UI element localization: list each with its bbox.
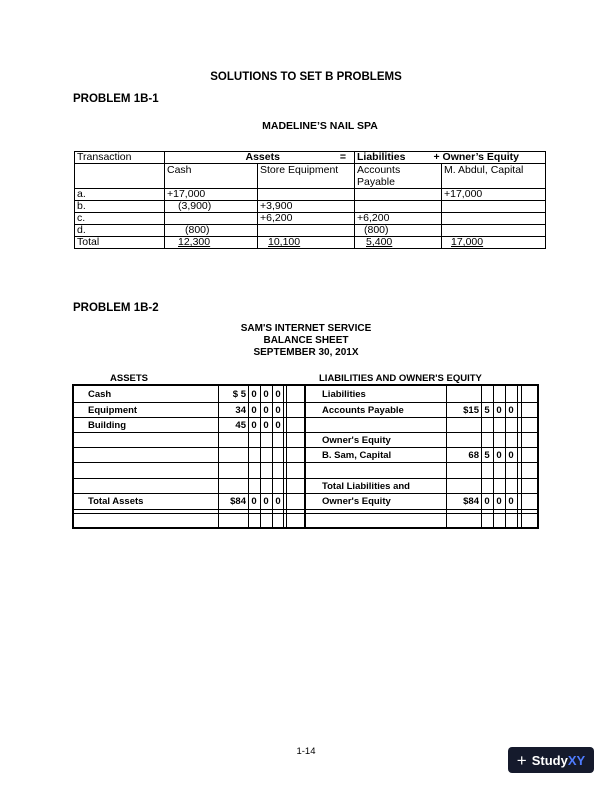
balance-sheet-grid: Cash Equipment Building Total Assets $ 5 34 45 $84 0 0 0 0 0 0 0 0 0 0 0 0 Liabilities Accounts Payable Owner's Equity B. Sam, Capital Total Liabilities and Owner's Equity $15 68 $84 5 0 0 5 0 0 0 0 0: [72, 384, 539, 529]
col-accounts-payable: Accounts Payable: [355, 164, 442, 189]
total-liabilities-equity-amount: $84: [463, 496, 479, 507]
header-assets-cell: [245, 151, 355, 164]
asset-label-equipment: Equipment: [88, 405, 138, 416]
total-label-line2: Owner's Equity: [322, 496, 391, 507]
brand-name: StudyXY: [531, 752, 586, 768]
liability-label-liabilities: Liabilities: [322, 389, 366, 400]
asset-amount-cash: $ 5: [232, 389, 246, 400]
studyxy-logo[interactable]: [508, 747, 594, 773]
table-row: d. (800) (800): [75, 225, 546, 237]
problem-1b-2-heading: PROBLEM 1B-2: [73, 302, 159, 314]
table-total-row: Total 12,300 10,100 5,400 17,000: [75, 237, 546, 249]
column-labels-row: [75, 164, 546, 189]
liabilities-equity-header: LIABILITIES AND OWNER'S EQUITY: [319, 373, 482, 384]
header-liabilities: Liabilities: [355, 152, 442, 164]
asset-amount-building: 45: [235, 420, 246, 431]
col-capital: M. Abdul, Capital: [442, 164, 546, 189]
balance-sheet-title: BALANCE SHEET: [263, 335, 349, 346]
liability-label-accounts-payable: Accounts Payable: [322, 405, 404, 416]
page-number: 1-14: [296, 746, 316, 757]
balance-sheet-company: SAM'S INTERNET SERVICE: [240, 323, 372, 334]
header-transaction: Transaction: [75, 152, 165, 164]
equity-label-capital: B. Sam, Capital: [322, 450, 392, 461]
header-assets: Assets: [245, 151, 280, 163]
balance-sheet-date: SEPTEMBER 30, 201X: [253, 347, 359, 358]
balance-sheet-heading: [0, 323, 612, 359]
asset-label-cash: Cash: [88, 389, 112, 400]
asset-label-total: Total Assets: [88, 496, 144, 507]
asset-label-building: Building: [88, 420, 126, 431]
asset-amount-equipment: 34: [235, 405, 246, 416]
total-payable: 5,400: [366, 236, 393, 248]
table-row: c. +6,200 +6,200: [75, 213, 546, 225]
header-owners-equity: + Owner’s Equity: [442, 152, 546, 164]
col-store-equipment: Store Equipment: [258, 164, 355, 189]
equity-label-owners-equity: Owner's Equity: [322, 435, 391, 446]
problem-1b-1-company-name: MADELINE’S NAIL SPA: [262, 120, 378, 132]
equity-amount-capital: 68: [468, 450, 479, 461]
page-title: SOLUTIONS TO SET B PROBLEMS: [210, 71, 402, 83]
total-capital: 17,000: [451, 236, 484, 248]
asset-amount-total: $84: [230, 496, 246, 507]
total-label-line1: Total Liabilities and: [322, 481, 410, 492]
table-row: a. +17,000 +17,000: [75, 189, 546, 201]
plus-icon: +: [516, 750, 527, 770]
total-equipment: 10,100: [268, 236, 301, 248]
total-cash: 12,300: [178, 236, 211, 248]
col-cash: Cash: [165, 164, 258, 189]
accounting-equation-table: [74, 151, 546, 249]
header-equals: =: [339, 151, 346, 163]
assets-header: ASSETS: [110, 373, 149, 384]
table-header-row: [75, 152, 546, 164]
liability-amount-accounts-payable: $15: [463, 405, 479, 416]
table-row: b. (3,900) +3,900: [75, 201, 546, 213]
problem-1b-1-heading: PROBLEM 1B-1: [73, 93, 159, 105]
